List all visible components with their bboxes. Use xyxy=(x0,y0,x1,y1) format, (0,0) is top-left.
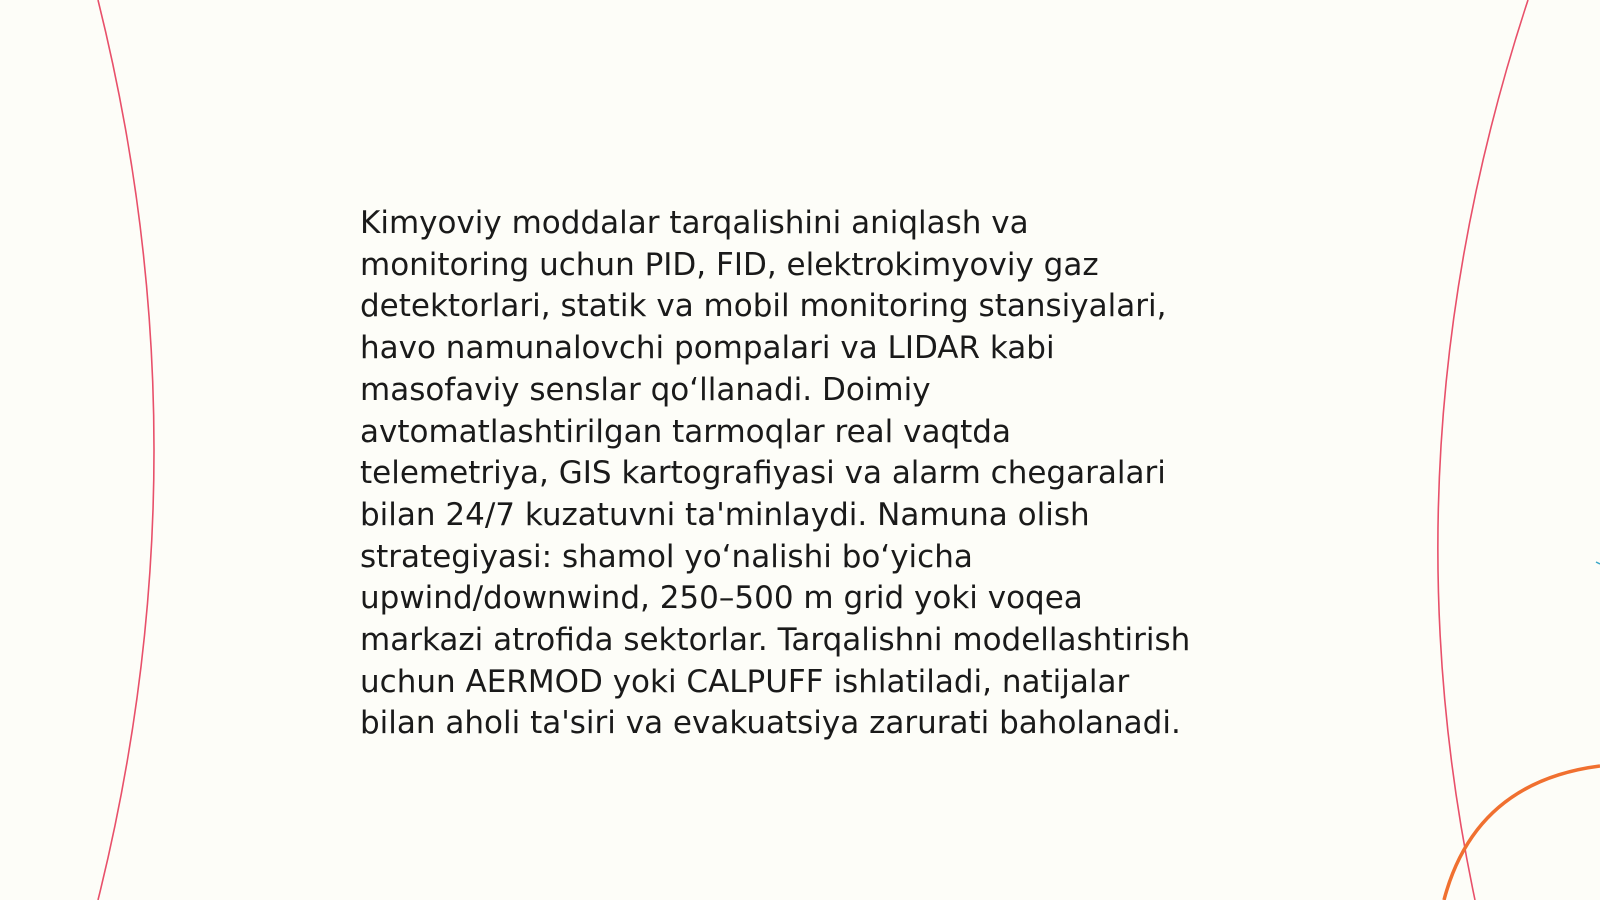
teal-accent-mark xyxy=(1596,562,1600,564)
body-text: Kimyoviy moddalar tarqalishini aniqlash va monitoring uchun PID, FID, elektrokimyoviy gaz detektorlari, statik va mobil monitoring stansiyalari, havo namunalovchi pompalari va LIDAR kabi masofaviy senslar qo‘llanadi. Doimiy avtomatlashtirilgan tarmoqlar real vaqtda telemetriya, GIS kartografiyasi va alarm chegaralari bilan 24/7 kuzatuvni ta'minlaydi. Namuna olish strategiyasi: shamol yo‘nalishi bo‘yicha upwind/downwind, 250–500 m grid yoki voqea markazi atrofida sektorlar. Tarqalishni modellashtirish uchun AERMOD yoki CALPUFF ishlatiladi, natijalar bilan aholi ta'siri va evakuatsiya zarurati baholanadi. xyxy=(360,205,1191,742)
left-arc xyxy=(98,0,154,900)
orange-arc xyxy=(1444,766,1600,900)
right-arc xyxy=(1438,0,1528,900)
